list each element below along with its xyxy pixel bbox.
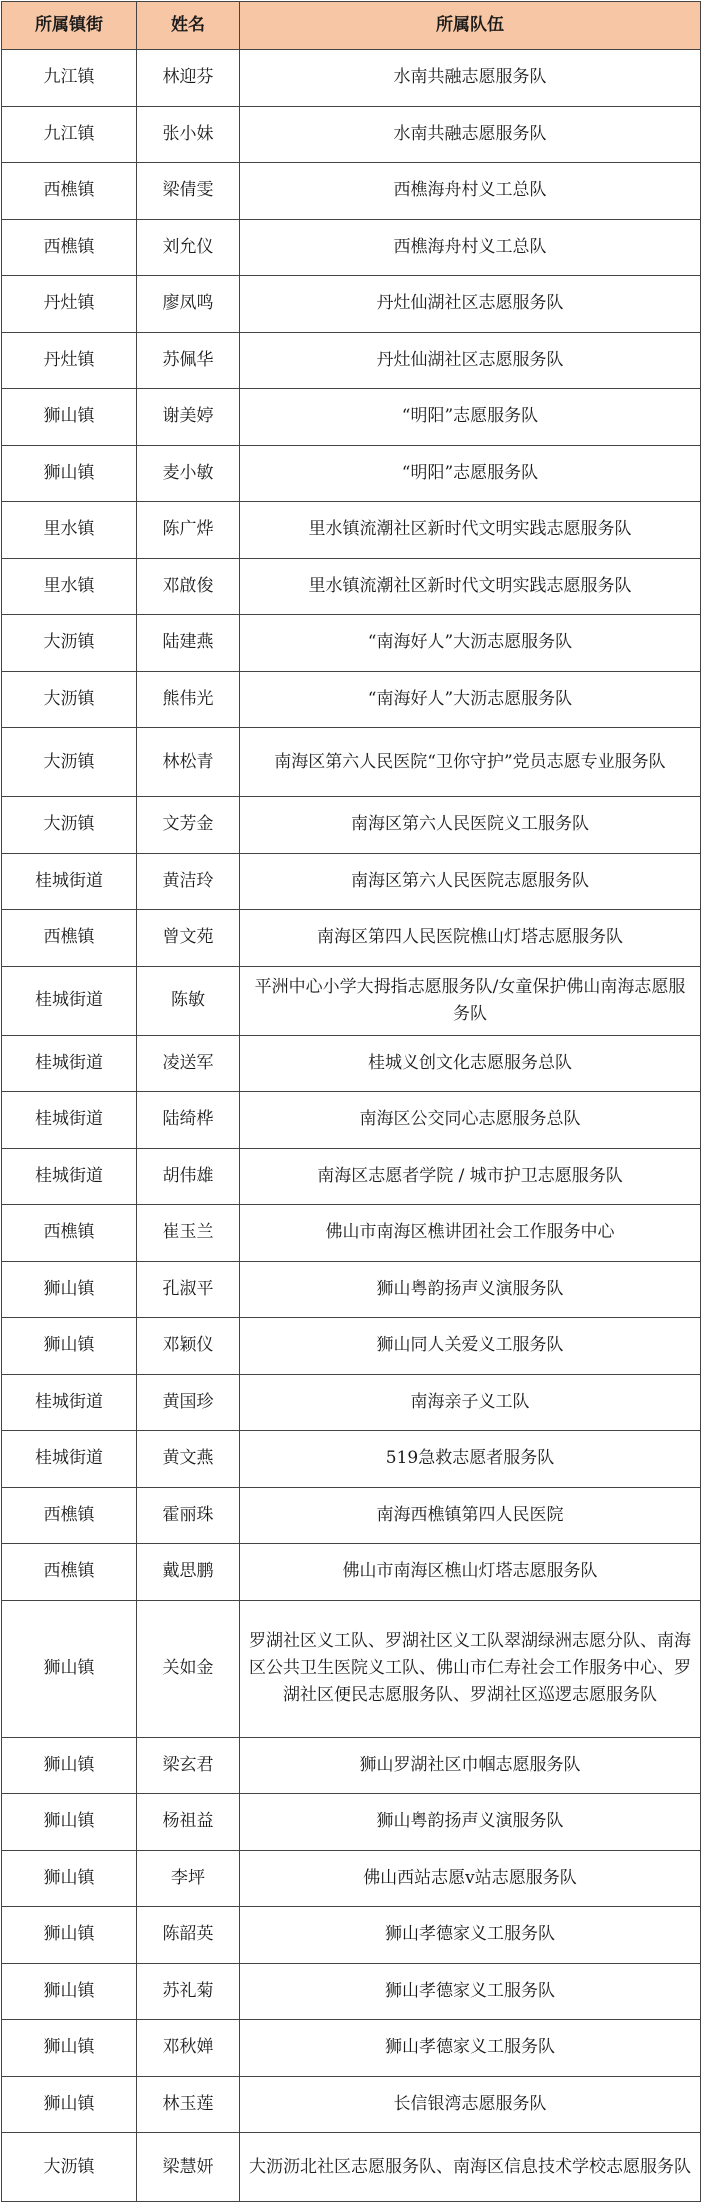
table-row [2, 1600, 701, 1737]
cell-town: 丹灶镇 [2, 276, 137, 333]
table-row [2, 106, 701, 163]
cell-team: 南海区第六人民医院志愿服务队 [240, 853, 701, 910]
cell-team: 丹灶仙湖社区志愿服务队 [240, 276, 701, 333]
cell-team: 里水镇流潮社区新时代文明实践志愿服务队 [240, 558, 701, 615]
cell-town: 桂城街道 [2, 1431, 137, 1488]
cell-town: 狮山镇 [2, 1600, 137, 1737]
cell-team: 佛山市南海区樵山灯塔志愿服务队 [240, 1544, 701, 1601]
cell-town: 丹灶镇 [2, 332, 137, 389]
table-row [2, 1963, 701, 2020]
cell-name: 胡伟雄 [137, 1148, 240, 1205]
cell-name: 苏佩华 [137, 332, 240, 389]
cell-name: 凌送军 [137, 1035, 240, 1092]
cell-town: 九江镇 [2, 50, 137, 107]
cell-team: 狮山孝德家义工服务队 [240, 1963, 701, 2020]
table-row [2, 2133, 701, 2202]
table-row [2, 671, 701, 728]
cell-name: 霍丽珠 [137, 1487, 240, 1544]
table-row [2, 389, 701, 446]
cell-town: 大沥镇 [2, 797, 137, 854]
table-row [2, 615, 701, 672]
cell-team: 狮山粤韵扬声义演服务队 [240, 1794, 701, 1851]
table-row [2, 1318, 701, 1375]
cell-town: 狮山镇 [2, 1850, 137, 1907]
cell-team: 南海区志愿者学院 / 城市护卫志愿服务队 [240, 1148, 701, 1205]
cell-team: 南海区公交同心志愿服务总队 [240, 1092, 701, 1149]
table-row [2, 1544, 701, 1601]
table-row [2, 332, 701, 389]
cell-team: 西樵海舟村义工总队 [240, 219, 701, 276]
table-row [2, 1374, 701, 1431]
cell-team: 佛山市南海区樵讲团社会工作服务中心 [240, 1205, 701, 1262]
cell-team: 桂城义创文化志愿服务总队 [240, 1035, 701, 1092]
table-row [2, 2076, 701, 2133]
cell-team: 大沥沥北社区志愿服务队、南海区信息技术学校志愿服务队 [240, 2133, 701, 2202]
table-row [2, 910, 701, 967]
table-row [2, 1148, 701, 1205]
cell-name: 林迎芬 [137, 50, 240, 107]
cell-name: 廖凤鸣 [137, 276, 240, 333]
table-row [2, 1431, 701, 1488]
table-row [2, 1907, 701, 1964]
cell-name: 黄洁玲 [137, 853, 240, 910]
cell-name: 戴思鹏 [137, 1544, 240, 1601]
cell-team: 佛山西站志愿v站志愿服务队 [240, 1850, 701, 1907]
cell-name: 陆绮桦 [137, 1092, 240, 1149]
cell-town: 桂城街道 [2, 1092, 137, 1149]
table-row [2, 558, 701, 615]
table-row [2, 1794, 701, 1851]
cell-team: 平洲中心小学大拇指志愿服务队/女童保护佛山南海志愿服务队 [240, 966, 701, 1035]
table-row [2, 219, 701, 276]
cell-name: 陈敏 [137, 966, 240, 1035]
table-row [2, 1261, 701, 1318]
cell-name: 陈韶英 [137, 1907, 240, 1964]
cell-name: 麦小敏 [137, 445, 240, 502]
cell-team: 丹灶仙湖社区志愿服务队 [240, 332, 701, 389]
cell-name: 林玉莲 [137, 2076, 240, 2133]
table-row [2, 1205, 701, 1262]
cell-town: 狮山镇 [2, 1318, 137, 1375]
cell-town: 狮山镇 [2, 445, 137, 502]
table-row [2, 797, 701, 854]
cell-team: 狮山孝德家义工服务队 [240, 2020, 701, 2077]
cell-name: 邓啟俊 [137, 558, 240, 615]
cell-team: 南海亲子义工队 [240, 1374, 701, 1431]
table-row [2, 1850, 701, 1907]
table-row [2, 50, 701, 107]
table-row [2, 1092, 701, 1149]
cell-town: 狮山镇 [2, 1737, 137, 1794]
cell-name: 邓颖仪 [137, 1318, 240, 1375]
cell-team: 罗湖社区义工队、罗湖社区义工队翠湖绿洲志愿分队、南海区公共卫生医院义工队、佛山市仁寿社会工作服务中心、罗湖社区便民志愿服务队、罗湖社区巡逻志愿服务队 [240, 1600, 701, 1737]
cell-team: “南海好人”大沥志愿服务队 [240, 671, 701, 728]
cell-town: 西樵镇 [2, 1487, 137, 1544]
cell-town: 九江镇 [2, 106, 137, 163]
table-row [2, 1737, 701, 1794]
cell-town: 狮山镇 [2, 2076, 137, 2133]
cell-team: 里水镇流潮社区新时代文明实践志愿服务队 [240, 502, 701, 559]
table-row [2, 445, 701, 502]
cell-name: 陆建燕 [137, 615, 240, 672]
cell-name: 熊伟光 [137, 671, 240, 728]
cell-team: 西樵海舟村义工总队 [240, 163, 701, 220]
table-row [2, 728, 701, 797]
cell-team: “南海好人”大沥志愿服务队 [240, 615, 701, 672]
cell-team: 狮山罗湖社区巾帼志愿服务队 [240, 1737, 701, 1794]
table-row [2, 276, 701, 333]
cell-team: “明阳”志愿服务队 [240, 389, 701, 446]
volunteer-table [1, 1, 701, 2202]
cell-town: 桂城街道 [2, 966, 137, 1035]
cell-team: 南海区第六人民医院义工服务队 [240, 797, 701, 854]
cell-town: 桂城街道 [2, 853, 137, 910]
cell-name: 张小妹 [137, 106, 240, 163]
cell-team: 狮山粤韵扬声义演服务队 [240, 1261, 701, 1318]
cell-name: 梁慧妍 [137, 2133, 240, 2202]
cell-name: 曾文苑 [137, 910, 240, 967]
cell-town: 狮山镇 [2, 2020, 137, 2077]
table-row [2, 1035, 701, 1092]
header-team: 所属队伍 [240, 2, 701, 50]
cell-team: 狮山孝德家义工服务队 [240, 1907, 701, 1964]
cell-town: 桂城街道 [2, 1035, 137, 1092]
cell-town: 西樵镇 [2, 1205, 137, 1262]
cell-town: 桂城街道 [2, 1374, 137, 1431]
cell-town: 狮山镇 [2, 1261, 137, 1318]
table-row [2, 966, 701, 1035]
cell-name: 苏礼菊 [137, 1963, 240, 2020]
cell-town: 大沥镇 [2, 2133, 137, 2202]
cell-town: 大沥镇 [2, 615, 137, 672]
cell-town: 狮山镇 [2, 1963, 137, 2020]
cell-name: 梁倩雯 [137, 163, 240, 220]
table-row [2, 163, 701, 220]
cell-name: 文芳金 [137, 797, 240, 854]
cell-name: 谢美婷 [137, 389, 240, 446]
cell-town: 狮山镇 [2, 1907, 137, 1964]
cell-team: 南海区第四人民医院樵山灯塔志愿服务队 [240, 910, 701, 967]
cell-name: 刘允仪 [137, 219, 240, 276]
cell-team: “明阳”志愿服务队 [240, 445, 701, 502]
cell-name: 孔淑平 [137, 1261, 240, 1318]
cell-town: 里水镇 [2, 558, 137, 615]
table-row [2, 2020, 701, 2077]
cell-town: 西樵镇 [2, 219, 137, 276]
table-row [2, 1487, 701, 1544]
table-row [2, 502, 701, 559]
table-header-row [2, 2, 701, 50]
cell-name: 黄文燕 [137, 1431, 240, 1488]
cell-name: 崔玉兰 [137, 1205, 240, 1262]
cell-town: 西樵镇 [2, 163, 137, 220]
cell-team: 水南共融志愿服务队 [240, 50, 701, 107]
cell-name: 梁玄君 [137, 1737, 240, 1794]
cell-town: 桂城街道 [2, 1148, 137, 1205]
cell-team: 南海区第六人民医院“卫你守护”党员志愿专业服务队 [240, 728, 701, 797]
table-row [2, 853, 701, 910]
cell-town: 大沥镇 [2, 671, 137, 728]
cell-team: 水南共融志愿服务队 [240, 106, 701, 163]
table-body [2, 50, 701, 2202]
header-name: 姓名 [137, 2, 240, 50]
cell-team: 长信银湾志愿服务队 [240, 2076, 701, 2133]
cell-name: 关如金 [137, 1600, 240, 1737]
cell-town: 里水镇 [2, 502, 137, 559]
cell-name: 黄国珍 [137, 1374, 240, 1431]
cell-town: 大沥镇 [2, 728, 137, 797]
cell-team: 南海西樵镇第四人民医院 [240, 1487, 701, 1544]
cell-name: 林松青 [137, 728, 240, 797]
cell-name: 李坪 [137, 1850, 240, 1907]
cell-town: 西樵镇 [2, 910, 137, 967]
cell-town: 西樵镇 [2, 1544, 137, 1601]
cell-name: 杨祖益 [137, 1794, 240, 1851]
cell-team: 狮山同人关爱义工服务队 [240, 1318, 701, 1375]
header-town: 所属镇街 [2, 2, 137, 50]
cell-name: 陈广烨 [137, 502, 240, 559]
cell-name: 邓秋婵 [137, 2020, 240, 2077]
cell-town: 狮山镇 [2, 1794, 137, 1851]
cell-town: 狮山镇 [2, 389, 137, 446]
cell-team: 519急救志愿者服务队 [240, 1431, 701, 1488]
